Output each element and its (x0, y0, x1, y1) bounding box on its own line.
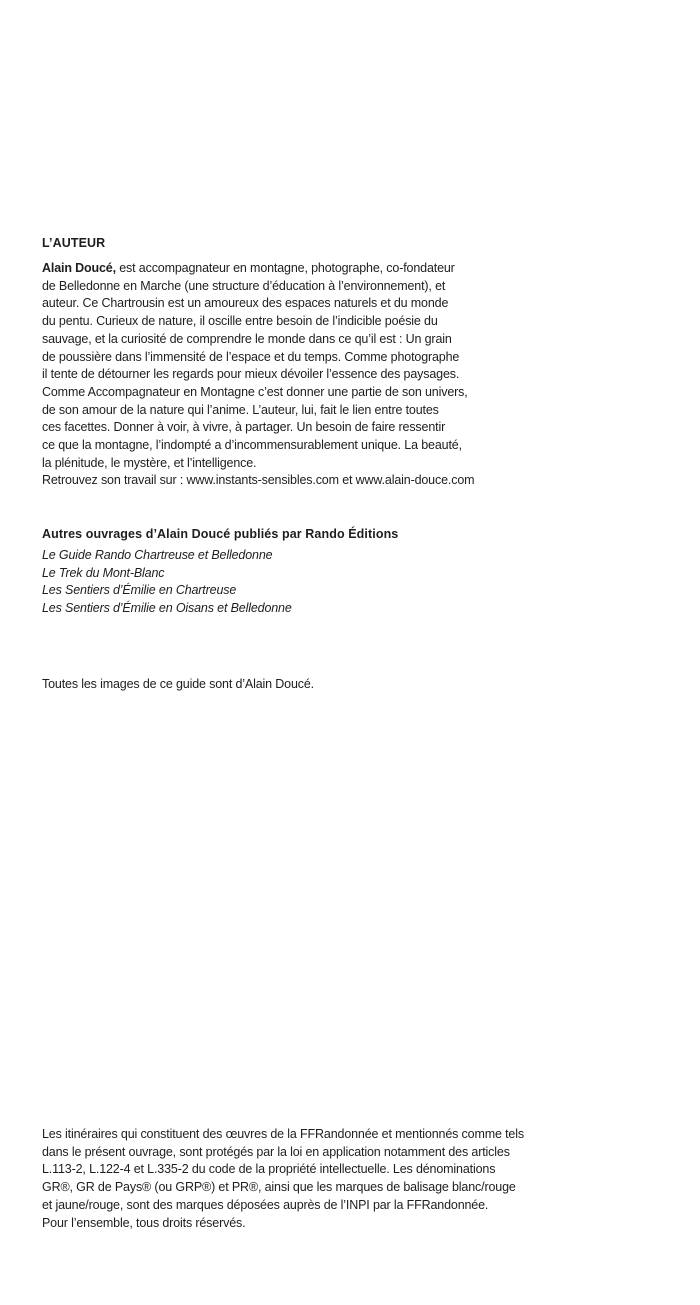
legal-notice (42, 1126, 662, 1232)
bio-line: de poussière dans l’immensité de l’espace et du temps. Comme photographe (42, 349, 460, 364)
legal-line: Les itinéraires qui constituent des œuvres de la FFRandonnée et mentionnés comme tels (42, 1127, 524, 1141)
legal-line: Pour l’ensemble, tous droits réservés. (42, 1215, 246, 1230)
bio-line: ce que la montagne, l’indompté a d’incommensurablement unique. La beauté, (42, 438, 462, 453)
legal-line: dans le présent ouvrage, sont protégés par la loi en application notamment des articles (42, 1144, 510, 1159)
bio-line: Comme Accompagnateur en Montagne c’est donner une partie de son univers, (42, 384, 468, 399)
bio-line: ces facettes. Donner à voir, à vivre, à partager. Un besoin de faire ressentir (42, 420, 446, 435)
bio-line: il tente de détourner les regards pour mieux dévoiler l’essence des paysages. (42, 367, 460, 382)
legal-line: GR®, GR de Pays® (ou GRP®) et PR®, ainsi que les marques de balisage blanc/rouge (42, 1180, 516, 1195)
bio-line: auteur. Ce Chartrousin est un amoureux des espaces naturels et du monde (42, 296, 449, 311)
author-website-line: Retrouvez son travail sur : www.instants-sensibles.com et www.alain-douce.com (42, 473, 475, 488)
bio-line: du pentu. Curieux de nature, il oscille entre besoin de l’indicible poésie du (42, 314, 438, 329)
bio-line: de Belledonne en Marche (une structure d’éducation à l’environnement), et (42, 278, 446, 293)
legal-line: et jaune/rouge, sont des marques déposées auprès de l’INPI par la FFRandonnée. (42, 1197, 489, 1212)
work-title: Le Trek du Mont-Blanc (42, 565, 165, 580)
author-bio (42, 260, 662, 490)
work-title: Les Sentiers d’Émilie en Chartreuse (42, 583, 237, 598)
other-works-section (42, 527, 662, 618)
other-works-heading: Autres ouvrages d’Alain Doucé publiés par Rando Éditions (42, 527, 399, 541)
bio-line: de son amour de la nature qui l’anime. L’auteur, lui, fait le lien entre toutes (42, 402, 439, 417)
work-title: Les Sentiers d’Émilie en Oisans et Belledonne (42, 601, 292, 616)
author-name: Alain Doucé, (42, 261, 116, 275)
image-credits-text: Toutes les images de ce guide sont d’Alain Doucé. (42, 677, 314, 691)
author-section (42, 236, 662, 490)
other-works-list (42, 547, 662, 618)
legal-line: L.113-2, L.122-4 et L.335-2 du code de la propriété intellectuelle. Les dénominations (42, 1162, 496, 1177)
bio-line: la plénitude, le mystère, et l’intelligence. (42, 455, 257, 470)
bio-line (42, 260, 662, 278)
author-heading: L’AUTEUR (42, 236, 106, 250)
bio-line: sauvage, et la curiosité de comprendre le monde dans ce qu’il est : Un grain (42, 331, 452, 346)
work-title: Le Guide Rando Chartreuse et Belledonne (42, 548, 273, 562)
bio-line-text: est accompagnateur en montagne, photographe, co-fondateur (115, 261, 455, 275)
image-credits (42, 676, 662, 694)
